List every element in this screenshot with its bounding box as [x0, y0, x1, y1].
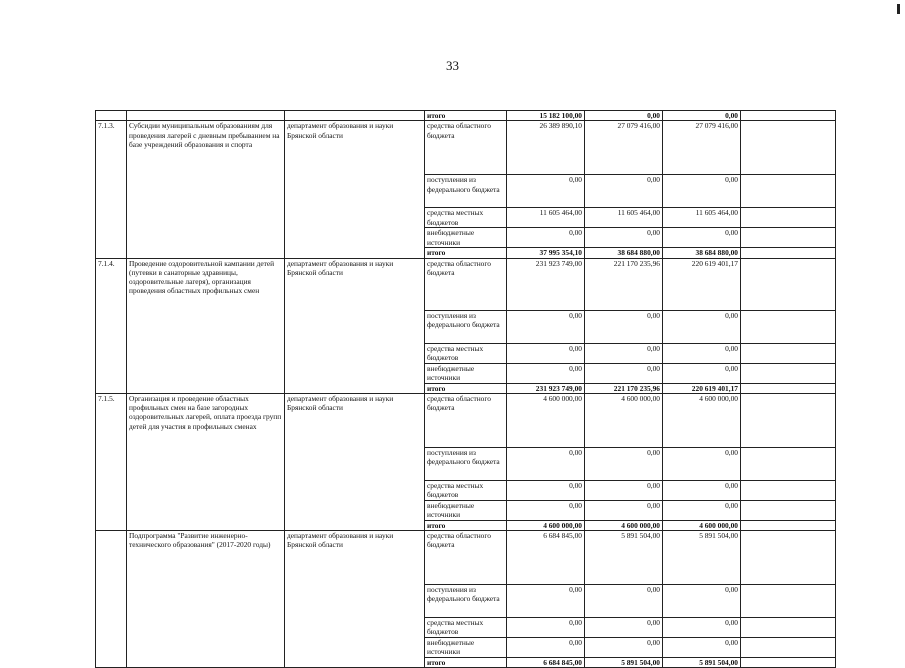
total-year-3: 38 684 880,00	[663, 248, 741, 258]
amount-year-1: 26 389 890,10	[507, 121, 585, 175]
total-label: итого	[425, 111, 507, 121]
amount-year-1: 0,00	[507, 480, 585, 500]
amount-year-2: 0,00	[585, 500, 663, 520]
amount-year-2: 0,00	[585, 638, 663, 658]
amount-year-2: 11 605 464,00	[585, 208, 663, 228]
total-year-2: 0,00	[585, 111, 663, 121]
empty-cell	[741, 258, 836, 310]
amount-year-1: 0,00	[507, 638, 585, 658]
item-code: 7.1.5.	[96, 393, 127, 530]
amount-year-3: 0,00	[663, 228, 741, 248]
table-row	[96, 393, 836, 447]
empty-cell	[741, 121, 836, 175]
funding-source: средства местных бюджетов	[425, 343, 507, 363]
total-year-1: 6 684 845,00	[507, 658, 585, 668]
item-executor: департамент образования и науки Брянской области	[285, 531, 425, 668]
amount-year-1: 0,00	[507, 447, 585, 480]
amount-year-3: 11 605 464,00	[663, 208, 741, 228]
amount-year-2: 0,00	[585, 618, 663, 638]
amount-year-3: 5 891 504,00	[663, 531, 741, 585]
amount-year-3: 4 600 000,00	[663, 393, 741, 447]
amount-year-3: 0,00	[663, 480, 741, 500]
amount-year-1: 6 684 845,00	[507, 531, 585, 585]
total-label: итого	[425, 520, 507, 530]
amount-year-3: 27 079 416,00	[663, 121, 741, 175]
amount-year-1: 11 605 464,00	[507, 208, 585, 228]
amount-year-2: 27 079 416,00	[585, 121, 663, 175]
funding-source: средства областного бюджета	[425, 121, 507, 175]
empty-cell	[741, 363, 836, 383]
funding-source: поступления из федерального бюджета	[425, 175, 507, 208]
amount-year-2: 0,00	[585, 343, 663, 363]
empty-cell	[741, 208, 836, 228]
table-row	[96, 531, 836, 585]
amount-year-1: 0,00	[507, 228, 585, 248]
funding-source: поступления из федерального бюджета	[425, 310, 507, 343]
total-year-3: 4 600 000,00	[663, 520, 741, 530]
amount-year-1: 0,00	[507, 310, 585, 343]
amount-year-2: 5 891 504,00	[585, 531, 663, 585]
total-label: итого	[425, 248, 507, 258]
total-year-2: 4 600 000,00	[585, 520, 663, 530]
total-year-2: 221 170 235,96	[585, 383, 663, 393]
scan-edge-mark	[897, 4, 900, 14]
total-year-3: 5 891 504,00	[663, 658, 741, 668]
item-name: Субсидии муниципальным образованиям для проведения лагерей с дневным пребыванием на базе учреждений образования и спорта	[127, 121, 285, 258]
empty-cell	[741, 393, 836, 447]
amount-year-1: 0,00	[507, 585, 585, 618]
empty-cell	[741, 111, 836, 121]
empty-cell	[741, 228, 836, 248]
empty-cell	[741, 447, 836, 480]
empty-cell	[741, 480, 836, 500]
empty-cell	[741, 658, 836, 668]
funding-source: средства местных бюджетов	[425, 480, 507, 500]
amount-year-3: 0,00	[663, 363, 741, 383]
empty-cell	[741, 310, 836, 343]
amount-year-2: 221 170 235,96	[585, 258, 663, 310]
funding-source: внебюджетные источники	[425, 638, 507, 658]
table-row	[96, 121, 836, 175]
amount-year-2: 0,00	[585, 585, 663, 618]
empty-cell	[741, 531, 836, 585]
amount-year-1: 0,00	[507, 500, 585, 520]
item-executor: департамент образования и науки Брянской области	[285, 393, 425, 530]
funding-source: поступления из федерального бюджета	[425, 585, 507, 618]
item-code	[96, 531, 127, 668]
empty-cell	[741, 618, 836, 638]
funding-source: внебюджетные источники	[425, 363, 507, 383]
empty-cell	[741, 175, 836, 208]
amount-year-2: 0,00	[585, 228, 663, 248]
amount-year-2: 4 600 000,00	[585, 393, 663, 447]
amount-year-3: 220 619 401,17	[663, 258, 741, 310]
amount-year-2: 0,00	[585, 310, 663, 343]
funding-source: поступления из федерального бюджета	[425, 447, 507, 480]
funding-source: средства областного бюджета	[425, 531, 507, 585]
budget-table	[95, 110, 836, 668]
amount-year-1: 0,00	[507, 175, 585, 208]
item-name: Проведение оздоровительной кампании детей (путевки в санаторные здравницы, оздоровительные лагеря), организация проведения областных профильных смен	[127, 258, 285, 393]
amount-year-2: 0,00	[585, 175, 663, 208]
funding-source: внебюджетные источники	[425, 500, 507, 520]
item-executor: департамент образования и науки Брянской области	[285, 258, 425, 393]
item-executor: департамент образования и науки Брянской области	[285, 121, 425, 258]
amount-year-3: 0,00	[663, 310, 741, 343]
empty-cell	[741, 638, 836, 658]
total-year-1: 37 995 354,10	[507, 248, 585, 258]
funding-source: средства местных бюджетов	[425, 208, 507, 228]
amount-year-1: 0,00	[507, 343, 585, 363]
table-row	[96, 258, 836, 310]
item-code: 7.1.3.	[96, 121, 127, 258]
total-row	[96, 111, 836, 121]
amount-year-1: 231 923 749,00	[507, 258, 585, 310]
empty-cell	[741, 383, 836, 393]
amount-year-3: 0,00	[663, 618, 741, 638]
total-year-1: 231 923 749,00	[507, 383, 585, 393]
item-name	[127, 111, 285, 121]
amount-year-2: 0,00	[585, 480, 663, 500]
empty-cell	[741, 343, 836, 363]
amount-year-3: 0,00	[663, 585, 741, 618]
total-year-2: 5 891 504,00	[585, 658, 663, 668]
total-year-3: 0,00	[663, 111, 741, 121]
item-executor	[285, 111, 425, 121]
empty-cell	[741, 248, 836, 258]
amount-year-2: 0,00	[585, 447, 663, 480]
funding-source: средства местных бюджетов	[425, 618, 507, 638]
total-year-3: 220 619 401,17	[663, 383, 741, 393]
item-code: 7.1.4.	[96, 258, 127, 393]
item-name: Подпрограмма "Развитие инженерно-технического образования" (2017-2020 годы)	[127, 531, 285, 668]
amount-year-3: 0,00	[663, 447, 741, 480]
amount-year-1: 0,00	[507, 363, 585, 383]
total-year-1: 4 600 000,00	[507, 520, 585, 530]
funding-source: средства областного бюджета	[425, 393, 507, 447]
amount-year-2: 0,00	[585, 363, 663, 383]
item-code	[96, 111, 127, 121]
empty-cell	[741, 520, 836, 530]
total-year-1: 15 182 100,00	[507, 111, 585, 121]
amount-year-3: 0,00	[663, 175, 741, 208]
item-name: Организация и проведение областных профильных смен на базе загородных оздоровительных лагерей, оплата проезда групп детей для участия в профильных сменах	[127, 393, 285, 530]
amount-year-3: 0,00	[663, 638, 741, 658]
amount-year-3: 0,00	[663, 500, 741, 520]
total-year-2: 38 684 880,00	[585, 248, 663, 258]
total-label: итого	[425, 383, 507, 393]
empty-cell	[741, 500, 836, 520]
amount-year-1: 4 600 000,00	[507, 393, 585, 447]
total-label: итого	[425, 658, 507, 668]
empty-cell	[741, 585, 836, 618]
funding-source: средства областного бюджета	[425, 258, 507, 310]
amount-year-3: 0,00	[663, 343, 741, 363]
page-number: 33	[446, 58, 459, 73]
funding-source: внебюджетные источники	[425, 228, 507, 248]
amount-year-1: 0,00	[507, 618, 585, 638]
